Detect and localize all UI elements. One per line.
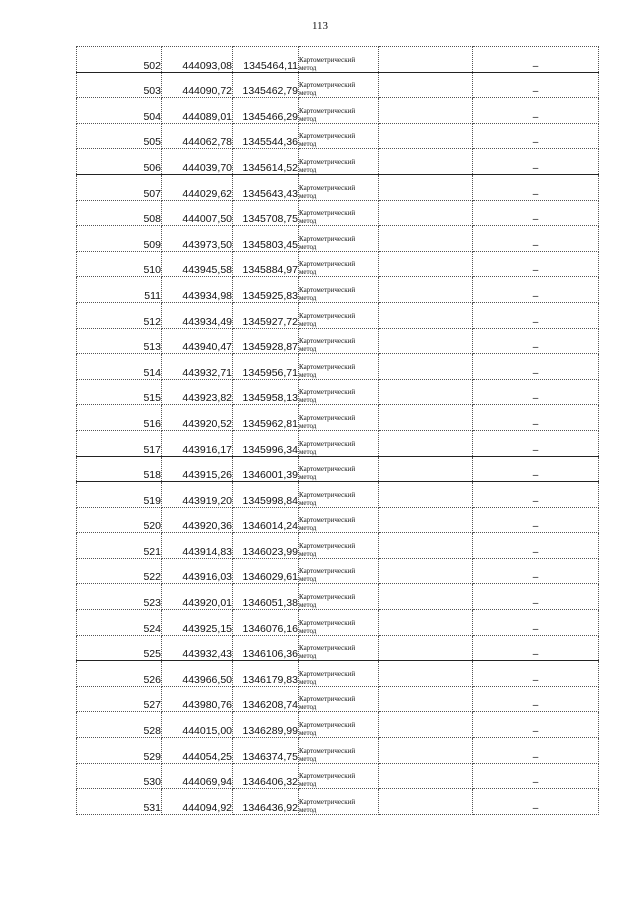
x-coordinate-cell: 443920,01 [162, 584, 233, 610]
y-coordinate-cell: 1346106,36 [233, 635, 299, 661]
method-label-line1: Картометрический [299, 593, 356, 602]
method-label-line2: метод [299, 319, 317, 328]
y-coordinate-cell: 1346029,61 [233, 558, 299, 584]
method-label-line1: Картометрический [299, 311, 356, 320]
point-number-cell: 511 [77, 277, 162, 303]
table-row [77, 661, 599, 687]
description-cell [379, 712, 473, 738]
method-label-line2: метод [299, 114, 317, 123]
description-cell [379, 635, 473, 661]
method-label-line2: метод [299, 524, 317, 533]
table-row [77, 738, 599, 764]
description-cell [379, 226, 473, 252]
y-coordinate-cell: 1345803,45 [233, 226, 299, 252]
method-cell [299, 610, 379, 636]
method-cell [299, 354, 379, 380]
description-cell [379, 328, 473, 354]
dash-cell: – [473, 174, 599, 200]
table-row [77, 405, 599, 431]
x-coordinate-cell: 443932,71 [162, 354, 233, 380]
x-coordinate-cell: 443923,82 [162, 379, 233, 405]
method-label-line2: метод [299, 370, 317, 379]
dash-cell: – [473, 686, 599, 712]
point-number-cell: 526 [77, 661, 162, 687]
table-row [77, 379, 599, 405]
point-number-cell: 512 [77, 302, 162, 328]
x-coordinate-cell: 444007,50 [162, 200, 233, 226]
dash-cell: – [473, 123, 599, 149]
dash-cell: – [473, 200, 599, 226]
table-row [77, 456, 599, 482]
method-label-line1: Картометрический [299, 797, 356, 806]
x-coordinate-cell: 444090,72 [162, 72, 233, 98]
table-row [77, 149, 599, 175]
method-cell [299, 533, 379, 559]
table-row [77, 789, 599, 815]
x-coordinate-cell: 443920,36 [162, 507, 233, 533]
point-number-cell: 516 [77, 405, 162, 431]
x-coordinate-cell: 443920,52 [162, 405, 233, 431]
dash-cell: – [473, 405, 599, 431]
dash-cell: – [473, 98, 599, 124]
dash-cell: – [473, 328, 599, 354]
dash-cell: – [473, 47, 599, 73]
method-cell [299, 584, 379, 610]
point-number-cell: 507 [77, 174, 162, 200]
dash-cell: – [473, 738, 599, 764]
page-number: 113 [311, 20, 329, 32]
y-coordinate-cell: 1345956,71 [233, 354, 299, 380]
method-label-line1: Картометрический [299, 285, 356, 294]
method-cell [299, 72, 379, 98]
x-coordinate-cell: 443915,26 [162, 456, 233, 482]
method-cell [299, 123, 379, 149]
method-label-line2: метод [299, 626, 317, 635]
description-cell [379, 174, 473, 200]
point-number-cell: 519 [77, 482, 162, 508]
method-cell [299, 686, 379, 712]
point-number-cell: 520 [77, 507, 162, 533]
description-cell [379, 482, 473, 508]
method-label-line1: Картометрический [299, 490, 356, 499]
method-cell [299, 738, 379, 764]
description-cell [379, 98, 473, 124]
table-row [77, 354, 599, 380]
x-coordinate-cell: 443932,43 [162, 635, 233, 661]
y-coordinate-cell: 1345925,83 [233, 277, 299, 303]
point-number-cell: 522 [77, 558, 162, 584]
y-coordinate-cell: 1346014,24 [233, 507, 299, 533]
dash-cell: – [473, 507, 599, 533]
description-cell [379, 251, 473, 277]
point-number-cell: 524 [77, 610, 162, 636]
x-coordinate-cell: 443973,50 [162, 226, 233, 252]
method-label-line1: Картометрический [299, 746, 356, 755]
description-cell [379, 200, 473, 226]
method-cell [299, 379, 379, 405]
x-coordinate-cell: 443916,17 [162, 430, 233, 456]
dash-cell: – [473, 302, 599, 328]
point-number-cell: 504 [77, 98, 162, 124]
point-number-cell: 521 [77, 533, 162, 559]
x-coordinate-cell: 443945,58 [162, 251, 233, 277]
method-label-line2: метод [299, 421, 317, 430]
dash-cell: – [473, 149, 599, 175]
method-label-line2: метод [299, 703, 317, 712]
dash-cell: – [473, 379, 599, 405]
dash-cell: – [473, 277, 599, 303]
table-row [77, 712, 599, 738]
table-row [77, 72, 599, 98]
coordinates-table [76, 46, 599, 815]
point-number-cell: 505 [77, 123, 162, 149]
table-row [77, 533, 599, 559]
table-row [77, 610, 599, 636]
table-row [77, 507, 599, 533]
method-label-line1: Картометрический [299, 516, 356, 525]
y-coordinate-cell: 1345958,13 [233, 379, 299, 405]
description-cell [379, 533, 473, 559]
description-cell [379, 277, 473, 303]
table-row [77, 302, 599, 328]
description-cell [379, 456, 473, 482]
x-coordinate-cell: 443966,50 [162, 661, 233, 687]
dash-cell: – [473, 610, 599, 636]
point-number-cell: 513 [77, 328, 162, 354]
x-coordinate-cell: 444054,25 [162, 738, 233, 764]
method-label-line2: метод [299, 63, 317, 72]
method-label-line1: Картометрический [299, 234, 356, 243]
method-label-line2: метод [299, 293, 317, 302]
method-label-line1: Картометрический [299, 260, 356, 269]
method-label-line2: метод [299, 242, 317, 251]
dash-cell: – [473, 635, 599, 661]
y-coordinate-cell: 1345544,36 [233, 123, 299, 149]
description-cell [379, 405, 473, 431]
method-label-line1: Картометрический [299, 183, 356, 192]
method-cell [299, 789, 379, 815]
method-cell [299, 405, 379, 431]
method-label-line2: метод [299, 140, 317, 149]
table-row [77, 200, 599, 226]
x-coordinate-cell: 443934,98 [162, 277, 233, 303]
description-cell [379, 610, 473, 636]
method-label-line2: метод [299, 396, 317, 405]
x-coordinate-cell: 444062,78 [162, 123, 233, 149]
method-cell [299, 635, 379, 661]
method-label-line1: Картометрический [299, 413, 356, 422]
x-coordinate-cell: 444039,70 [162, 149, 233, 175]
description-cell [379, 558, 473, 584]
y-coordinate-cell: 1345927,72 [233, 302, 299, 328]
y-coordinate-cell: 1345884,97 [233, 251, 299, 277]
point-number-cell: 508 [77, 200, 162, 226]
method-label-line2: метод [299, 473, 317, 482]
method-label-line1: Картометрический [299, 541, 356, 550]
y-coordinate-cell: 1345462,79 [233, 72, 299, 98]
method-label-line1: Картометрический [299, 721, 356, 730]
x-coordinate-cell: 443925,15 [162, 610, 233, 636]
method-label-line1: Картометрический [299, 644, 356, 653]
x-coordinate-cell: 444029,62 [162, 174, 233, 200]
table-row [77, 123, 599, 149]
y-coordinate-cell: 1346436,92 [233, 789, 299, 815]
table-row [77, 98, 599, 124]
description-cell [379, 47, 473, 73]
method-label-line1: Картометрический [299, 388, 356, 397]
table-row [77, 482, 599, 508]
method-cell [299, 430, 379, 456]
method-label-line2: метод [299, 165, 317, 174]
y-coordinate-cell: 1346051,38 [233, 584, 299, 610]
method-label-line2: метод [299, 677, 317, 686]
method-label-line1: Картометрический [299, 669, 356, 678]
table-row [77, 226, 599, 252]
method-label-line1: Картометрический [299, 337, 356, 346]
method-cell [299, 482, 379, 508]
description-cell [379, 686, 473, 712]
table-row [77, 328, 599, 354]
x-coordinate-cell: 443980,76 [162, 686, 233, 712]
y-coordinate-cell: 1346001,39 [233, 456, 299, 482]
method-label-line2: метод [299, 191, 317, 200]
method-label-line2: метод [299, 89, 317, 98]
x-coordinate-cell: 443934,49 [162, 302, 233, 328]
point-number-cell: 517 [77, 430, 162, 456]
dash-cell: – [473, 354, 599, 380]
method-label-line1: Картометрический [299, 132, 356, 141]
y-coordinate-cell: 1345643,43 [233, 174, 299, 200]
description-cell [379, 507, 473, 533]
method-label-line2: метод [299, 780, 317, 789]
method-cell [299, 174, 379, 200]
method-cell [299, 456, 379, 482]
x-coordinate-cell: 444069,94 [162, 763, 233, 789]
method-label-line2: метод [299, 268, 317, 277]
table-row [77, 558, 599, 584]
method-label-line2: метод [299, 575, 317, 584]
point-number-cell: 530 [77, 763, 162, 789]
dash-cell: – [473, 712, 599, 738]
coordinates-table-body [77, 47, 599, 815]
point-number-cell: 515 [77, 379, 162, 405]
x-coordinate-cell: 444093,08 [162, 47, 233, 73]
x-coordinate-cell: 444089,01 [162, 98, 233, 124]
x-coordinate-cell: 443919,20 [162, 482, 233, 508]
table-row [77, 277, 599, 303]
y-coordinate-cell: 1345708,75 [233, 200, 299, 226]
method-label-line2: метод [299, 601, 317, 610]
dash-cell: – [473, 789, 599, 815]
method-cell [299, 712, 379, 738]
table-row [77, 584, 599, 610]
point-number-cell: 509 [77, 226, 162, 252]
method-cell [299, 302, 379, 328]
method-cell [299, 558, 379, 584]
y-coordinate-cell: 1345996,34 [233, 430, 299, 456]
y-coordinate-cell: 1346076,16 [233, 610, 299, 636]
method-cell [299, 226, 379, 252]
method-label-line1: Картометрический [299, 567, 356, 576]
method-label-line2: метод [299, 345, 317, 354]
dash-cell: – [473, 533, 599, 559]
description-cell [379, 354, 473, 380]
dash-cell: – [473, 226, 599, 252]
table-row [77, 635, 599, 661]
y-coordinate-cell: 1345928,87 [233, 328, 299, 354]
y-coordinate-cell: 1346023,99 [233, 533, 299, 559]
y-coordinate-cell: 1346208,74 [233, 686, 299, 712]
method-cell [299, 507, 379, 533]
method-label-line1: Картометрический [299, 695, 356, 704]
description-cell [379, 763, 473, 789]
y-coordinate-cell: 1345998,84 [233, 482, 299, 508]
dash-cell: – [473, 584, 599, 610]
y-coordinate-cell: 1346374,75 [233, 738, 299, 764]
method-label-line2: метод [299, 549, 317, 558]
method-label-line1: Картометрический [299, 465, 356, 474]
method-cell [299, 200, 379, 226]
method-cell [299, 763, 379, 789]
point-number-cell: 514 [77, 354, 162, 380]
y-coordinate-cell: 1345614,52 [233, 149, 299, 175]
method-label-line2: метод [299, 729, 317, 738]
dash-cell: – [473, 661, 599, 687]
x-coordinate-cell: 444094,92 [162, 789, 233, 815]
description-cell [379, 302, 473, 328]
point-number-cell: 502 [77, 47, 162, 73]
table-row [77, 686, 599, 712]
method-label-line2: метод [299, 652, 317, 661]
point-number-cell: 531 [77, 789, 162, 815]
y-coordinate-cell: 1345962,81 [233, 405, 299, 431]
method-label-line1: Картометрический [299, 157, 356, 166]
table-row [77, 430, 599, 456]
table-row [77, 47, 599, 73]
method-label-line1: Картометрический [299, 81, 356, 90]
table-row [77, 174, 599, 200]
dash-cell: – [473, 482, 599, 508]
method-label-line1: Картометрический [299, 772, 356, 781]
description-cell [379, 430, 473, 456]
description-cell [379, 738, 473, 764]
method-label-line2: метод [299, 805, 317, 814]
method-label-line1: Картометрический [299, 209, 356, 218]
method-label-line2: метод [299, 447, 317, 456]
method-cell [299, 47, 379, 73]
method-label-line1: Картометрический [299, 362, 356, 371]
method-cell [299, 661, 379, 687]
x-coordinate-cell: 443940,47 [162, 328, 233, 354]
method-label-line2: метод [299, 754, 317, 763]
dash-cell: – [473, 251, 599, 277]
y-coordinate-cell: 1346179,83 [233, 661, 299, 687]
method-cell [299, 251, 379, 277]
y-coordinate-cell: 1345466,29 [233, 98, 299, 124]
table-row [77, 251, 599, 277]
method-label-line1: Картометрический [299, 618, 356, 627]
dash-cell: – [473, 558, 599, 584]
dash-cell: – [473, 763, 599, 789]
dash-cell: – [473, 456, 599, 482]
point-number-cell: 523 [77, 584, 162, 610]
point-number-cell: 527 [77, 686, 162, 712]
method-cell [299, 98, 379, 124]
description-cell [379, 584, 473, 610]
point-number-cell: 528 [77, 712, 162, 738]
point-number-cell: 506 [77, 149, 162, 175]
point-number-cell: 525 [77, 635, 162, 661]
table-row [77, 763, 599, 789]
method-label-line1: Картометрический [299, 55, 356, 64]
dash-cell: – [473, 72, 599, 98]
y-coordinate-cell: 1345464,11 [233, 47, 299, 73]
description-cell [379, 123, 473, 149]
x-coordinate-cell: 444015,00 [162, 712, 233, 738]
description-cell [379, 789, 473, 815]
point-number-cell: 510 [77, 251, 162, 277]
y-coordinate-cell: 1346289,99 [233, 712, 299, 738]
point-number-cell: 503 [77, 72, 162, 98]
method-label-line2: метод [299, 498, 317, 507]
method-label-line1: Картометрический [299, 106, 356, 115]
method-cell [299, 149, 379, 175]
dash-cell: – [473, 430, 599, 456]
description-cell [379, 379, 473, 405]
point-number-cell: 529 [77, 738, 162, 764]
method-cell [299, 277, 379, 303]
description-cell [379, 72, 473, 98]
description-cell [379, 149, 473, 175]
point-number-cell: 518 [77, 456, 162, 482]
method-label-line1: Картометрический [299, 439, 356, 448]
method-label-line2: метод [299, 217, 317, 226]
method-cell [299, 328, 379, 354]
x-coordinate-cell: 443916,03 [162, 558, 233, 584]
description-cell [379, 661, 473, 687]
y-coordinate-cell: 1346406,32 [233, 763, 299, 789]
x-coordinate-cell: 443914,83 [162, 533, 233, 559]
